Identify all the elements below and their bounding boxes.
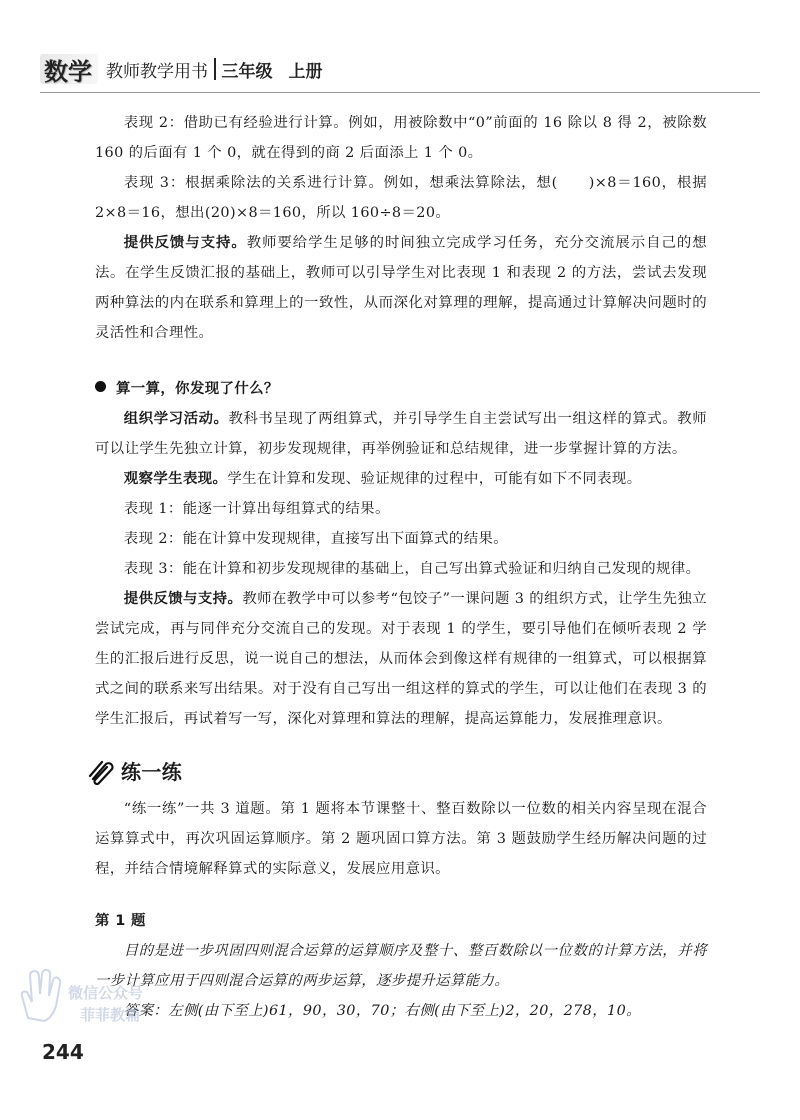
watermark-hand-icon [18,966,66,1026]
paragraph-organize [95,404,707,464]
paragraph-feedback-2 [95,584,707,734]
running-header [40,52,323,86]
section-heading-text: 练一练 [121,760,183,784]
section-intro: “练一练”一共 3 道题。第 1 题将本节课整十、整百数除以一位数的相关内容呈现在混合运算算式中，再次巩固运算顺序。第 2 题巩固口算方法。第 3 题鼓励学生经历解决问题的过程，并结合情境解释算式的实际意义，发展应用意识。 [95,801,707,877]
question-answer: 答案：左侧(由下至上)61，90，30，70；右侧(由下至上)2，20，278，10。 [123,1003,641,1019]
feedback-2-lead: 提供反馈与支持。 [123,591,243,607]
subsection-heading-text: 算一算，你发现了什么？ [116,381,279,397]
logo-text: 数学 [44,56,92,86]
watermark-line-2: 菲菲教辅 [80,1006,141,1024]
feedback-1-lead: 提供反馈与支持。 [123,235,247,251]
feedback-1-text: 教师要给学生足够的时间独立完成学习任务，充分交流展示自己的想法。在学生反馈汇报的基础上，教师可以引导学生对比表现 1 和表现 2 的方法，尝试去发现两种算法的内在联系和算理上的一致性，从而深化对算理的理解，提高通过计算解决问题时的灵活性和合理性。 [95,235,707,341]
header-divider [214,58,216,80]
header-title [106,57,323,82]
question-title: 第 1 题 [95,913,146,929]
observe-text: 学生在计算和发现、验证规律的过程中，可能有如下不同表现。 [227,471,642,487]
performance-item: 表现 3：能在计算和初步发现规律的基础上，自己写出算式验证和归纳自己发现的规律。 [123,561,701,577]
paragraph-observe [95,464,707,494]
observe-lead: 观察学生表现。 [123,471,228,487]
subject-logo [40,54,98,84]
volume-label: 上册 [288,61,323,82]
header-rule [40,92,760,93]
page-number: 244 [42,1040,84,1064]
performance-item: 表现 2：能在计算中发现规律，直接写出下面算式的结果。 [123,531,509,547]
organize-lead: 组织学习活动。 [123,411,229,427]
paragraph-feedback-1 [95,228,707,348]
feedback-2-text: 教师在教学中可以参考“包饺子”一课问题 3 的组织方式，让学生先独立尝试完成，再与同伴充分交流自己的发现。对于表现 1 的学生，要引导他们在倾听表现 2 学生的汇报后进行反思，说一说自己的想法，从而体会到像这样有规律的一组算式，可以根据算式之间的联系来写出结果。对于没有自己写出一组这样的算式的学生，可以让他们在表现 3 的学生汇报后，再试着写一写，深化对算理和算法的理解，提高运算能力，发展推理意识。 [95,591,707,727]
page-body [95,108,707,1026]
question-purpose: 目的是进一步巩固四则混合运算的运算顺序及整十、整百数除以一位数的计算方法，并将一步计算应用于四则混合运算的两步运算，逐步提升运算能力。 [95,943,707,989]
grade-label: 三年级 [221,61,273,82]
paragraph-performance-3: 表现 3：根据乘除法的关系进行计算。例如，想乘法算除法，想( )×8＝160，根据 2×8＝16，想出(20)×8＝160，所以 160÷8＝20。 [95,175,707,221]
paperclip-icon [87,759,117,785]
organize-text: 教科书呈现了两组算式，并引导学生自主尝试写出一组这样的算式。教师可以让学生先独立计算，初步发现规律，再举例验证和总结规律，进一步掌握计算的方法。 [95,411,707,457]
watermark-line-1: 微信公众号 [68,984,144,1002]
bullet-dot-icon [95,381,106,392]
subsection-heading [95,374,707,404]
performance-item: 表现 1：能逐一计算出每组算式的结果。 [123,501,390,517]
section-heading [87,750,707,794]
spacer [95,348,707,374]
book-title: 教师教学用书 [106,61,208,82]
paragraph-performance-2: 表现 2：借助已有经验进行计算。例如，用被除数中“0”前面的 16 除以 8 得 2，被除数 160 的后面有 1 个 0，就在得到的商 2 后面添上 1 个 0。 [95,115,707,161]
